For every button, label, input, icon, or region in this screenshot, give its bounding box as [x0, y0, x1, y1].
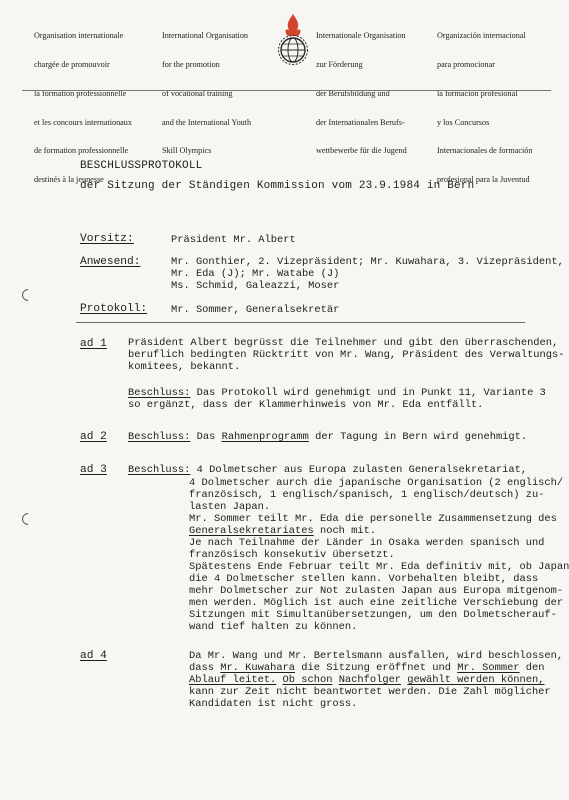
ad3-line: mehr Dolmetscher zur Not zulasten Japan aus Europa mitgenom- — [189, 585, 564, 597]
letterhead-line: wettbewerbe für die Jugend — [316, 146, 407, 156]
ad3-line: wand tief halten zu können. — [189, 621, 358, 633]
letterhead-line: Internationale Organisation — [316, 31, 406, 41]
letterhead-line: et les concours internationaux — [34, 117, 132, 127]
ad3-line: lasten Japan. — [189, 501, 271, 513]
letterhead-line: International Organisation — [162, 31, 249, 41]
letterhead-line: chargée de promouvoir — [34, 59, 110, 69]
ad3-text: 4 Dolmetscher aus Europa zulasten Generalsekretariat, — [196, 464, 528, 476]
ad4-text-underlined: gewählt werden können, — [407, 674, 545, 686]
ad4-line: kann zur Zeit nicht beantwortet werden. Die Zahl möglicher — [189, 686, 551, 698]
ad4-text: den — [525, 662, 545, 674]
ad1-beschluss-text: Das Protokoll wird genehmigt und in Punkt 11, Variante 3 — [196, 387, 546, 399]
letterhead-line: der Berufsbildung und — [316, 88, 390, 98]
section-divider — [76, 322, 525, 323]
ad3-line: men werden. Möglich ist auch eine zeitliche Verschiebung der — [189, 597, 564, 609]
ad3-beschluss-line — [128, 464, 527, 477]
ad3-line: Sitzungen mit Simultanübersetzungen, um den Dolmetscherauf- — [189, 609, 557, 621]
ad3-text: noch mit. — [319, 525, 377, 537]
beschluss-label: Beschluss: — [128, 431, 191, 443]
vorsitz-value: Präsident Mr. Albert — [171, 234, 296, 246]
letterhead-english — [162, 12, 251, 166]
letterhead-line: Organización internacional — [437, 31, 526, 41]
ad4-label: ad 4 — [80, 650, 107, 662]
ad4-text: die Sitzung eröffnet und — [301, 662, 451, 674]
letterhead-line: destinés à la jeunesse — [34, 175, 104, 185]
letterhead-line: la formación profesional — [437, 88, 518, 98]
ad1-label: ad 1 — [80, 338, 107, 350]
letterhead-line: Skill Olympics — [162, 146, 212, 156]
ad4-text-underlined: Mr. Kuwahara — [220, 662, 296, 674]
ad2-beschluss-line — [128, 431, 527, 444]
ad4-text-underlined: Ablauf leitet. — [189, 674, 277, 686]
protokoll-label: Protokoll: — [80, 303, 148, 315]
letterhead-line: de formation professionnelle — [34, 146, 129, 156]
ad1-beschluss-line: so ergänzt, dass der Klammerhinweis von Mr. Eda entfällt. — [128, 399, 484, 411]
letterhead-line: zur Förderung — [316, 59, 363, 69]
protokoll-value: Mr. Sommer, Generalsekretär — [171, 304, 340, 316]
ad1-line: beruflich bedingten Rücktritt von Mr. Wang, Präsident des Verwaltungs- — [128, 349, 565, 361]
letterhead-line: profesional para la Juventud — [437, 175, 530, 185]
ad4-text-underlined: Nachfolger — [338, 674, 402, 686]
ad3-line: französisch, 1 englisch/spanisch, 1 englisch/deutsch) zu- — [189, 489, 545, 501]
ad2-label: ad 2 — [80, 431, 107, 443]
ad4-text-underlined: Ob schon — [282, 674, 333, 686]
ad1-line: komitees, bekannt. — [128, 361, 241, 373]
letterhead-line: Internacionales de formación — [437, 146, 533, 156]
flame-icon — [285, 14, 300, 36]
beschluss-label: Beschluss: — [128, 464, 191, 476]
ad2-text: Das — [196, 431, 216, 443]
letterhead-line: der Internationalen Berufs- — [316, 117, 405, 127]
vorsitz-label: Vorsitz: — [80, 233, 134, 245]
letterhead-line: of vocational training — [162, 88, 233, 98]
anwesend-label: Anwesend: — [80, 256, 141, 268]
beschluss-label: Beschluss: — [128, 387, 191, 399]
ad3-line: französisch konsekutiv übersetzt. — [189, 549, 395, 561]
ad2-text-underlined: Rahmenprogramm — [221, 431, 309, 443]
letterhead-line: Organisation internationale — [34, 31, 124, 41]
anwesend-line: Ms. Schmid, Galeazzi, Moser — [171, 280, 340, 292]
letterhead-line: para promocionar — [437, 59, 495, 69]
letterhead-line: la formation professionnelle — [34, 88, 127, 98]
header-divider — [22, 90, 551, 91]
letterhead-german — [316, 12, 407, 166]
organisation-logo — [276, 12, 310, 66]
anwesend-line: Mr. Eda (J); Mr. Watabe (J) — [171, 268, 340, 280]
ad4-line — [189, 674, 544, 687]
ad4-line — [189, 662, 545, 675]
ad3-text-underlined: Generalsekretariates — [189, 525, 314, 537]
punch-hole — [20, 511, 37, 528]
ad3-line: Mr. Sommer teilt Mr. Eda die personelle Zusammensetzung des — [189, 513, 557, 525]
ad3-line: Je nach Teilnahme der Länder in Osaka werden spanisch und — [189, 537, 545, 549]
letterhead-line: y los Concursos — [437, 117, 490, 127]
letterhead-spanish — [437, 12, 532, 194]
ad3-line: die 4 Dolmetscher stellen kann. Vorbehalten bleibt, dass — [189, 573, 539, 585]
ad1-beschluss-line — [128, 387, 546, 400]
ad3-line: 4 Dolmetscher aurch die japanische Organisation (2 englisch/ — [189, 477, 564, 489]
ad3-line — [189, 525, 376, 538]
ad3-label: ad 3 — [80, 464, 107, 476]
document-subtitle: der Sitzung der Ständigen Kommission vom 23.9.1984 in Bern — [80, 180, 475, 192]
letterhead-line: for the promotion — [162, 59, 220, 69]
punch-hole — [20, 287, 37, 304]
ad4-text: dass — [189, 662, 214, 674]
anwesend-line: Mr. Gonthier, 2. Vizepräsident; Mr. Kuwahara, 3. Vizepräsident, — [171, 256, 564, 268]
ad1-line: Präsident Albert begrüsst die Teilnehmer und gibt den überraschenden, — [128, 337, 559, 349]
ad2-text: der Tagung in Bern wird genehmigt. — [315, 431, 528, 443]
letterhead-line: and the International Youth — [162, 117, 252, 127]
ad4-line: Da Mr. Wang und Mr. Bertelsmann ausfallen, wird beschlossen, — [189, 650, 564, 662]
ad4-line: Kandidaten ist nicht gross. — [189, 698, 358, 710]
ad4-text-underlined: Mr. Sommer — [457, 662, 520, 674]
ad3-line: Spätestens Ende Februar teilt Mr. Eda definitiv mit, ob Japan — [189, 561, 569, 573]
document-title: BESCHLUSSPROTOKOLL — [80, 160, 203, 172]
